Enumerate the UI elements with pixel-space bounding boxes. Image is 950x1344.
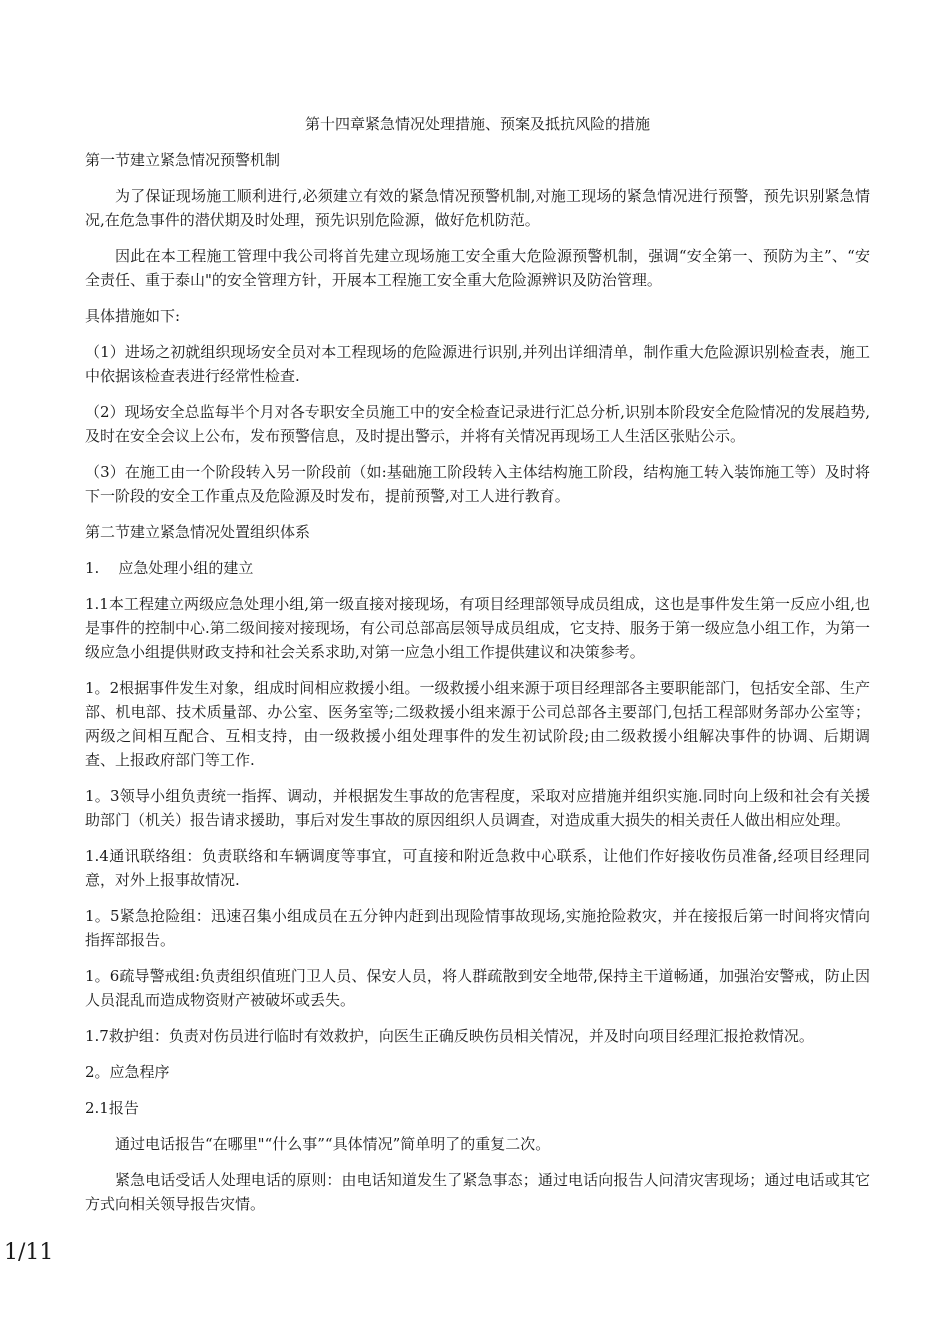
clause-1-7: 1.7救护组：负责对伤员进行临时有效救护，向医生正确反映伤员相关情况，并及时向项目经理汇报抢救情况。 (85, 1027, 814, 1045)
chapter-title: 第十四章紧急情况处理措施、预案及抵抗风险的措施 (304, 115, 650, 133)
document-body (85, 112, 870, 1228)
measure-item-1: （1）进场之初就组织现场安全员对本工程现场的危险源进行识别,并列出详细清单，制作重大危险源识别检查表，施工中依据该检查表进行经常性检查. (85, 343, 870, 385)
clause-1-5: 1。5紧急抢险组：迅速召集小组成员在五分钟内赶到出现险情事故现场,实施抢险救灾，并在接报后第一时间将灾情向指挥部报告。 (85, 907, 870, 949)
numbered-heading-1: 1. 应急处理小组的建立 (85, 559, 254, 577)
sub-heading-2-1: 2.1报告 (85, 1099, 139, 1117)
report-paragraph-1: 通过电话报告“在哪里"“什么事”“具体情况”简单明了的重复二次。 (115, 1135, 551, 1153)
report-paragraph-2: 紧急电话受话人处理电话的原则：由电话知道发生了紧急事态；通过电话向报告人问清灾害现场；通过电话或其它方式向相关领导报告灾情。 (85, 1171, 870, 1213)
paragraph: 因此在本工程施工管理中我公司将首先建立现场施工安全重大危险源预警机制，强调“安全第一、预防为主”、“安全责任、重于泰山"的安全管理方针，开展本工程施工安全重大危险源辨识及防治管理。 (85, 247, 870, 289)
clause-1-4: 1.4通讯联络组：负责联络和车辆调度等事宜，可直接和附近急救中心联系，让他们作好接收伤员准备,经项目经理同意，对外上报事故情况. (85, 847, 870, 889)
clause-1-3: 1。3领导小组负责统一指挥、调动，并根据发生事故的危害程度，采取对应措施并组织实施.同时向上级和社会有关援助部门（机关）报告请求援助，事后对发生事故的原因组织人员调查，对造成重大损失的相关责任人做出相应处理。 (85, 787, 870, 829)
paragraph: 为了保证现场施工顺利进行,必须建立有效的紧急情况预警机制,对施工现场的紧急情况进行预警，预先识别紧急情况,在危急事件的潜伏期及时处理，预先识别危险源，做好危机防范。 (85, 187, 870, 229)
clause-1-6: 1。6疏导警戒组:负责组织值班门卫人员、保安人员，将人群疏散到安全地带,保持主干道畅通，加强治安警戒，防止因人员混乱而造成物资财产被破坏或丢失。 (85, 967, 870, 1009)
page-number: 1/11 (4, 1240, 54, 1265)
section-heading-1: 第一节建立紧急情况预警机制 (85, 151, 281, 169)
measures-intro: 具体措施如下: (85, 307, 181, 325)
section-heading-2: 第二节建立紧急情况处置组织体系 (85, 523, 311, 541)
measure-item-2: （2）现场安全总监每半个月对各专职安全员施工中的安全检查记录进行汇总分析,识别本阶段安全危险情况的发展趋势,及时在安全会议上公布，发布预警信息，及时提出警示，并将有关情况再现场工人生活区张贴公示。 (85, 403, 870, 445)
clause-1-2: 1。2根据事件发生对象，组成时间相应救援小组。一级救援小组来源于项目经理部各主要职能部门，包括安全部、生产部、机电部、技术质量部、办公室、医务室等;二级救援小组来源于公司总部各主要部门,包括工程部财务部办公室等；两级之间相互配合、互相支持，由一级救援小组处理事件的发生初试阶段;由二级救援小组解决事件的协调、后期调查、上报政府部门等工作. (85, 679, 870, 769)
measure-item-3: （3）在施工由一个阶段转入另一阶段前（如:基础施工阶段转入主体结构施工阶段，结构施工转入装饰施工等）及时将下一阶段的安全工作重点及危险源及时发布，提前预警,对工人进行教育。 (85, 463, 870, 505)
numbered-heading-2: 2。应急程序 (85, 1063, 170, 1081)
clause-1-1: 1.1本工程建立两级应急处理小组,第一级直接对接现场，有项目经理部领导成员组成，这也是事件发生第一反应小组,也是事件的控制中心.第二级间接对接现场，有公司总部高层领导成员组成，它支持、服务于第一级应急小组工作，为第一级应急小组提供财政支持和社会关系求助,对第一应急小组工作提供建议和决策参考。 (85, 595, 870, 661)
